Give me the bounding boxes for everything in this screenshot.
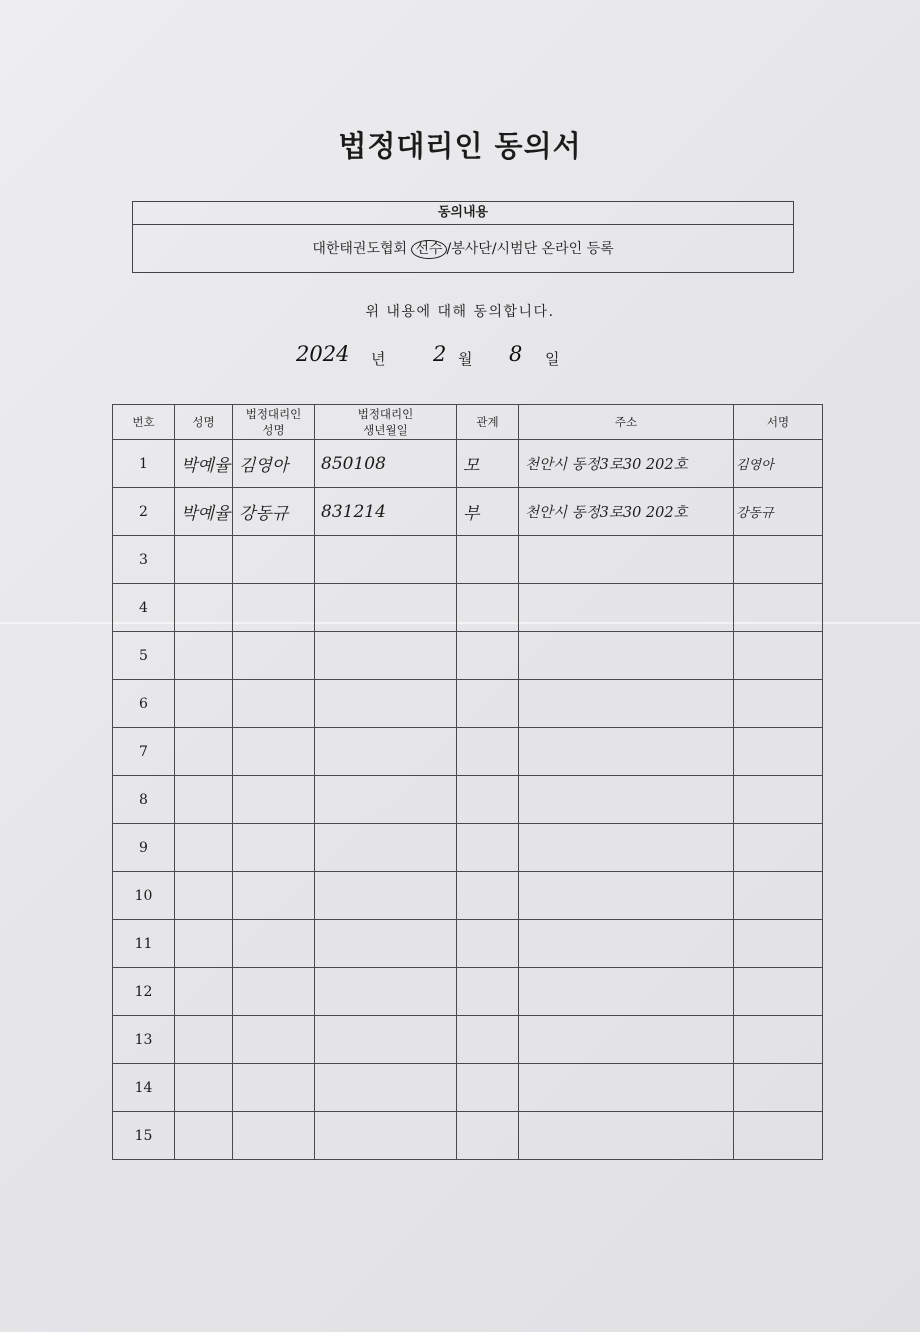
table-row bbox=[113, 440, 823, 488]
guardian-birth-cell bbox=[315, 1112, 457, 1160]
header-signature: 서명 bbox=[734, 405, 823, 440]
document-title: 법정대리인 동의서 bbox=[338, 129, 582, 163]
address-cell: 천안시 동정3로30 202호 bbox=[519, 440, 734, 488]
guardian-birth-cell bbox=[315, 584, 457, 632]
table-row bbox=[113, 872, 823, 920]
date-year-unit: 년 bbox=[371, 350, 386, 368]
row-number-cell: 10 bbox=[113, 872, 175, 920]
guardian-table bbox=[112, 404, 823, 1160]
consent-text-after: /봉사단/시범단 온라인 등록 bbox=[446, 241, 614, 257]
row-number-cell: 12 bbox=[113, 968, 175, 1016]
address-cell bbox=[519, 632, 734, 680]
row-number-cell: 6 bbox=[113, 680, 175, 728]
row-number-cell: 5 bbox=[113, 632, 175, 680]
address-cell bbox=[519, 584, 734, 632]
guardian-name-cell bbox=[233, 1064, 315, 1112]
table-row bbox=[113, 728, 823, 776]
date-day: 8 bbox=[509, 342, 523, 366]
header-no: 번호 bbox=[113, 405, 175, 440]
row-number-cell: 13 bbox=[113, 1016, 175, 1064]
date-day-unit: 일 bbox=[545, 350, 560, 368]
header-guardian-birth: 법정대리인 생년월일 bbox=[315, 405, 457, 440]
guardian-name-cell bbox=[233, 776, 315, 824]
relation-cell: 모 bbox=[457, 440, 519, 488]
address-cell bbox=[519, 728, 734, 776]
guardian-name-cell bbox=[233, 872, 315, 920]
guardian-birth-cell bbox=[315, 872, 457, 920]
relation-cell bbox=[457, 536, 519, 584]
signature-cell bbox=[734, 1064, 823, 1112]
circled-option: 선수 bbox=[411, 240, 446, 259]
row-number-cell: 4 bbox=[113, 584, 175, 632]
table-row bbox=[113, 824, 823, 872]
guardian-name-cell bbox=[233, 920, 315, 968]
address-cell: 천안시 동정3로30 202호 bbox=[519, 488, 734, 536]
date-month: 2 bbox=[433, 342, 447, 366]
address-cell bbox=[519, 872, 734, 920]
guardian-name-cell bbox=[233, 632, 315, 680]
guardian-birth-cell bbox=[315, 1016, 457, 1064]
student-name-cell bbox=[175, 968, 233, 1016]
student-name-cell bbox=[175, 728, 233, 776]
relation-cell: 부 bbox=[457, 488, 519, 536]
signature-cell bbox=[734, 680, 823, 728]
consent-content-box bbox=[132, 201, 794, 273]
address-cell bbox=[519, 1112, 734, 1160]
guardian-name-cell: 강동규 bbox=[233, 488, 315, 536]
guardian-birth-cell bbox=[315, 680, 457, 728]
guardian-name-cell: 김영아 bbox=[233, 440, 315, 488]
guardian-name-cell bbox=[233, 680, 315, 728]
table-row bbox=[113, 920, 823, 968]
guardian-birth-cell bbox=[315, 824, 457, 872]
signature-cell: 김영아 bbox=[734, 440, 823, 488]
table-row bbox=[113, 1016, 823, 1064]
date-row bbox=[0, 342, 920, 374]
row-number-cell: 2 bbox=[113, 488, 175, 536]
relation-cell bbox=[457, 632, 519, 680]
table-row bbox=[113, 632, 823, 680]
table-row bbox=[113, 776, 823, 824]
relation-cell bbox=[457, 920, 519, 968]
relation-cell bbox=[457, 680, 519, 728]
signature-cell bbox=[734, 776, 823, 824]
signature-cell bbox=[734, 1112, 823, 1160]
row-number-cell: 9 bbox=[113, 824, 175, 872]
table-header-row bbox=[113, 405, 823, 440]
table-row bbox=[113, 584, 823, 632]
student-name-cell bbox=[175, 872, 233, 920]
relation-cell bbox=[457, 1064, 519, 1112]
relation-cell bbox=[457, 1016, 519, 1064]
guardian-birth-cell: 850108 bbox=[315, 440, 457, 488]
address-cell bbox=[519, 1064, 734, 1112]
relation-cell bbox=[457, 968, 519, 1016]
address-cell bbox=[519, 920, 734, 968]
student-name-cell: 박예율 bbox=[175, 488, 233, 536]
consent-header: 동의내용 bbox=[133, 202, 793, 225]
student-name-cell bbox=[175, 824, 233, 872]
student-name-cell bbox=[175, 1016, 233, 1064]
guardian-birth-cell bbox=[315, 968, 457, 1016]
student-name-cell bbox=[175, 1112, 233, 1160]
header-guardian-name: 법정대리인 성명 bbox=[233, 405, 315, 440]
relation-cell bbox=[457, 584, 519, 632]
student-name-cell bbox=[175, 536, 233, 584]
guardian-birth-cell bbox=[315, 728, 457, 776]
table-row bbox=[113, 536, 823, 584]
header-relation: 관계 bbox=[457, 405, 519, 440]
table-row bbox=[113, 488, 823, 536]
header-name: 성명 bbox=[175, 405, 233, 440]
signature-cell bbox=[734, 536, 823, 584]
guardian-name-cell bbox=[233, 1016, 315, 1064]
signature-cell bbox=[734, 920, 823, 968]
row-number-cell: 15 bbox=[113, 1112, 175, 1160]
student-name-cell bbox=[175, 1064, 233, 1112]
row-number-cell: 11 bbox=[113, 920, 175, 968]
student-name-cell bbox=[175, 632, 233, 680]
guardian-name-cell bbox=[233, 584, 315, 632]
signature-cell: 강동규 bbox=[734, 488, 823, 536]
signature-cell bbox=[734, 872, 823, 920]
student-name-cell bbox=[175, 776, 233, 824]
guardian-name-cell bbox=[233, 824, 315, 872]
address-cell bbox=[519, 968, 734, 1016]
address-cell bbox=[519, 824, 734, 872]
consent-text-before: 대한태권도협회 bbox=[312, 241, 412, 257]
row-number-cell: 3 bbox=[113, 536, 175, 584]
signature-cell bbox=[734, 728, 823, 776]
guardian-birth-cell: 831214 bbox=[315, 488, 457, 536]
consent-text bbox=[133, 225, 793, 273]
student-name-cell bbox=[175, 584, 233, 632]
guardian-birth-cell bbox=[315, 536, 457, 584]
guardian-birth-cell bbox=[315, 920, 457, 968]
row-number-cell: 8 bbox=[113, 776, 175, 824]
table-row bbox=[113, 1112, 823, 1160]
agreement-statement: 위 내용에 대해 동의합니다. bbox=[365, 304, 555, 320]
guardian-birth-cell bbox=[315, 776, 457, 824]
address-cell bbox=[519, 536, 734, 584]
address-cell bbox=[519, 1016, 734, 1064]
date-year: 2024 bbox=[296, 342, 350, 366]
date-month-unit: 월 bbox=[458, 350, 473, 368]
row-number-cell: 1 bbox=[113, 440, 175, 488]
signature-cell bbox=[734, 824, 823, 872]
table-row bbox=[113, 968, 823, 1016]
guardian-name-cell bbox=[233, 728, 315, 776]
guardian-birth-cell bbox=[315, 1064, 457, 1112]
student-name-cell bbox=[175, 680, 233, 728]
guardian-name-cell bbox=[233, 536, 315, 584]
student-name-cell: 박예율 bbox=[175, 440, 233, 488]
signature-cell bbox=[734, 584, 823, 632]
relation-cell bbox=[457, 776, 519, 824]
signature-cell bbox=[734, 968, 823, 1016]
guardian-name-cell bbox=[233, 968, 315, 1016]
relation-cell bbox=[457, 824, 519, 872]
table-row bbox=[113, 680, 823, 728]
signature-cell bbox=[734, 1016, 823, 1064]
guardian-birth-cell bbox=[315, 632, 457, 680]
guardian-name-cell bbox=[233, 1112, 315, 1160]
student-name-cell bbox=[175, 920, 233, 968]
signature-cell bbox=[734, 632, 823, 680]
table-row bbox=[113, 1064, 823, 1112]
address-cell bbox=[519, 776, 734, 824]
header-address: 주소 bbox=[519, 405, 734, 440]
row-number-cell: 7 bbox=[113, 728, 175, 776]
row-number-cell: 14 bbox=[113, 1064, 175, 1112]
relation-cell bbox=[457, 1112, 519, 1160]
relation-cell bbox=[457, 872, 519, 920]
address-cell bbox=[519, 680, 734, 728]
relation-cell bbox=[457, 728, 519, 776]
